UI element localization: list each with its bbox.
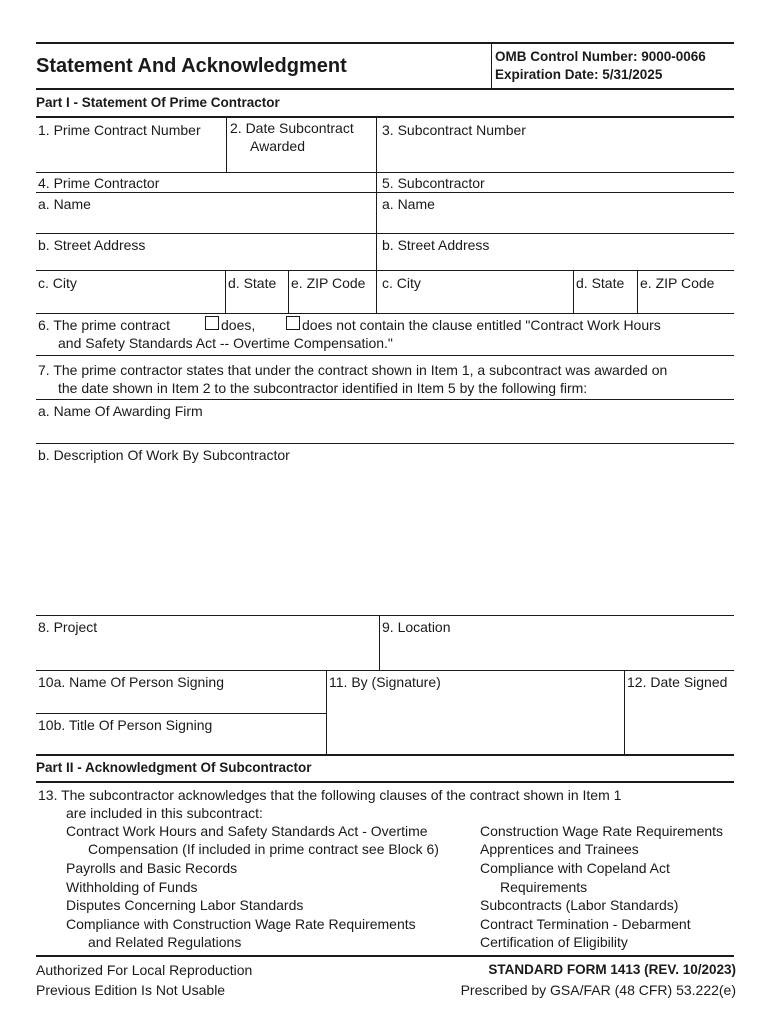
clause-item: Contract Work Hours and Safety Standards Act - Overtime bbox=[66, 823, 428, 839]
clause-item: Construction Wage Rate Requirements bbox=[480, 823, 724, 839]
label-sub-zip: e. ZIP Code bbox=[640, 275, 715, 291]
divider bbox=[225, 271, 226, 313]
prime-contract-number-field[interactable] bbox=[36, 140, 224, 170]
clause-item: Payrolls and Basic Records bbox=[66, 860, 238, 876]
prime-city-field[interactable] bbox=[36, 292, 223, 312]
rule bbox=[36, 172, 734, 173]
subcontract-number-field[interactable] bbox=[378, 140, 734, 170]
label-sub-street: b. Street Address bbox=[382, 237, 490, 253]
divider bbox=[573, 271, 574, 313]
clause-item: Compensation (If included in prime contract see Block 6) bbox=[88, 841, 439, 857]
prime-name-field[interactable] bbox=[36, 213, 374, 233]
label-subcontract-number: 3. Subcontract Number bbox=[382, 122, 526, 138]
rule bbox=[36, 443, 734, 444]
form-title: Statement And Acknowledgment bbox=[36, 55, 347, 77]
label-sub-city: c. City bbox=[382, 275, 421, 291]
name-of-person-signing-field[interactable] bbox=[36, 692, 324, 712]
label-prime-contract-number: 1. Prime Contract Number bbox=[38, 122, 201, 138]
signature-field[interactable] bbox=[328, 692, 622, 754]
divider bbox=[326, 671, 327, 755]
header-divider bbox=[491, 44, 492, 88]
item7-text: 7. The prime contractor states that under the contract shown in Item 1, a subcontract was awarded on bbox=[38, 362, 668, 378]
does-label: does, bbox=[221, 317, 256, 333]
title-of-person-signing-field[interactable] bbox=[36, 735, 324, 754]
rule bbox=[36, 355, 734, 356]
footer-rule bbox=[36, 955, 734, 957]
footer-edition-note: Previous Edition Is Not Usable bbox=[36, 982, 226, 998]
project-field[interactable] bbox=[36, 637, 377, 670]
location-field[interactable] bbox=[381, 637, 734, 670]
awarding-firm-field[interactable] bbox=[36, 420, 734, 443]
clause-item: and Related Regulations bbox=[88, 934, 242, 950]
description-of-work-field[interactable] bbox=[36, 465, 734, 615]
sub-street-field[interactable] bbox=[378, 254, 734, 270]
rule bbox=[36, 233, 734, 234]
part2-rule bbox=[36, 781, 734, 783]
label-location: 9. Location bbox=[382, 619, 451, 635]
label-project: 8. Project bbox=[38, 619, 98, 635]
date-subcontract-awarded-field[interactable] bbox=[228, 156, 374, 172]
clause-item: Contract Termination - Debarment bbox=[480, 916, 691, 932]
rule bbox=[36, 399, 734, 400]
label-subcontractor: 5. Subcontractor bbox=[382, 175, 485, 191]
rule bbox=[36, 313, 734, 314]
expiration-date: Expiration Date: 5/31/2025 bbox=[495, 67, 663, 82]
rule bbox=[36, 754, 734, 756]
rule bbox=[36, 192, 734, 193]
prime-street-field[interactable] bbox=[36, 254, 374, 270]
clause-item: Compliance with Construction Wage Rate Requirements bbox=[66, 916, 416, 932]
label-prime-contractor: 4. Prime Contractor bbox=[38, 175, 160, 191]
clause-item: Withholding of Funds bbox=[66, 879, 198, 895]
clause-item: Disputes Concerning Labor Standards bbox=[66, 897, 304, 913]
label-prime-street: b. Street Address bbox=[38, 237, 146, 253]
label-prime-name: a. Name bbox=[38, 196, 91, 212]
form-number: STANDARD FORM 1413 (REV. 10/2023) bbox=[488, 962, 736, 977]
label-awarding-firm: a. Name Of Awarding Firm bbox=[38, 403, 203, 419]
header-top-rule bbox=[36, 42, 734, 44]
label-name-of-person-signing: 10a. Name Of Person Signing bbox=[38, 674, 224, 690]
item7-text-line2: the date shown in Item 2 to the subcontractor identified in Item 5 by the following firm: bbox=[58, 380, 588, 396]
clause-item: Compliance with Copeland Act bbox=[480, 860, 670, 876]
item13-text-line2: are included in this subcontract: bbox=[66, 805, 263, 821]
clause-item: Certification of Eligibility bbox=[480, 934, 628, 950]
prime-state-field[interactable] bbox=[227, 292, 286, 312]
label-prime-state: d. State bbox=[228, 275, 277, 291]
rule bbox=[36, 615, 734, 616]
label-sub-name: a. Name bbox=[382, 196, 435, 212]
sub-name-field[interactable] bbox=[378, 213, 734, 233]
divider bbox=[379, 616, 380, 671]
prime-zip-field[interactable] bbox=[290, 292, 374, 312]
rule bbox=[36, 270, 734, 271]
clause-item: Requirements bbox=[500, 879, 588, 895]
label-prime-city: c. City bbox=[38, 275, 77, 291]
sub-state-field[interactable] bbox=[575, 292, 635, 312]
label-date-signed: 12. Date Signed bbox=[627, 674, 728, 690]
item6-text: 6. The prime contract bbox=[38, 317, 171, 333]
rule bbox=[36, 670, 734, 671]
part2-heading: Part II - Acknowledgment Of Subcontractor bbox=[36, 760, 312, 775]
sub-city-field[interactable] bbox=[378, 292, 571, 312]
item13-text: 13. The subcontractor acknowledges that the following clauses of the contract shown in Item 1 bbox=[38, 787, 622, 803]
does-not-label: does not contain the clause entitled "Contract Work Hours bbox=[302, 317, 661, 333]
label-description-of-work: b. Description Of Work By Subcontractor bbox=[38, 447, 290, 463]
label-sub-state: d. State bbox=[576, 275, 625, 291]
label-prime-zip: e. ZIP Code bbox=[291, 275, 366, 291]
omb-control-number: OMB Control Number: 9000-0066 bbox=[495, 49, 706, 64]
label-title-of-person-signing: 10b. Title Of Person Signing bbox=[38, 717, 213, 733]
header-bottom-rule bbox=[36, 88, 734, 90]
label-awarded: Awarded bbox=[250, 138, 306, 154]
date-signed-field[interactable] bbox=[626, 692, 734, 754]
does-checkbox[interactable] bbox=[205, 316, 219, 330]
footer-reproduction-note: Authorized For Local Reproduction bbox=[36, 962, 253, 978]
divider bbox=[288, 271, 289, 313]
label-date-subcontract: 2. Date Subcontract bbox=[230, 120, 354, 136]
does-not-checkbox[interactable] bbox=[286, 316, 300, 330]
clause-item: Apprentices and Trainees bbox=[480, 841, 639, 857]
clause-item: Subcontracts (Labor Standards) bbox=[480, 897, 679, 913]
part1-rule bbox=[36, 116, 734, 118]
divider bbox=[637, 271, 638, 313]
rule bbox=[36, 713, 326, 714]
item6-text-line2: and Safety Standards Act -- Overtime Compensation." bbox=[58, 335, 393, 351]
center-divider bbox=[376, 117, 377, 313]
divider bbox=[226, 117, 227, 172]
part1-heading: Part I - Statement Of Prime Contractor bbox=[36, 95, 280, 110]
prescribed-by: Prescribed by GSA/FAR (48 CFR) 53.222(e) bbox=[460, 982, 736, 998]
divider bbox=[624, 671, 625, 755]
label-signature: 11. By (Signature) bbox=[329, 674, 441, 690]
sub-zip-field[interactable] bbox=[639, 292, 734, 312]
